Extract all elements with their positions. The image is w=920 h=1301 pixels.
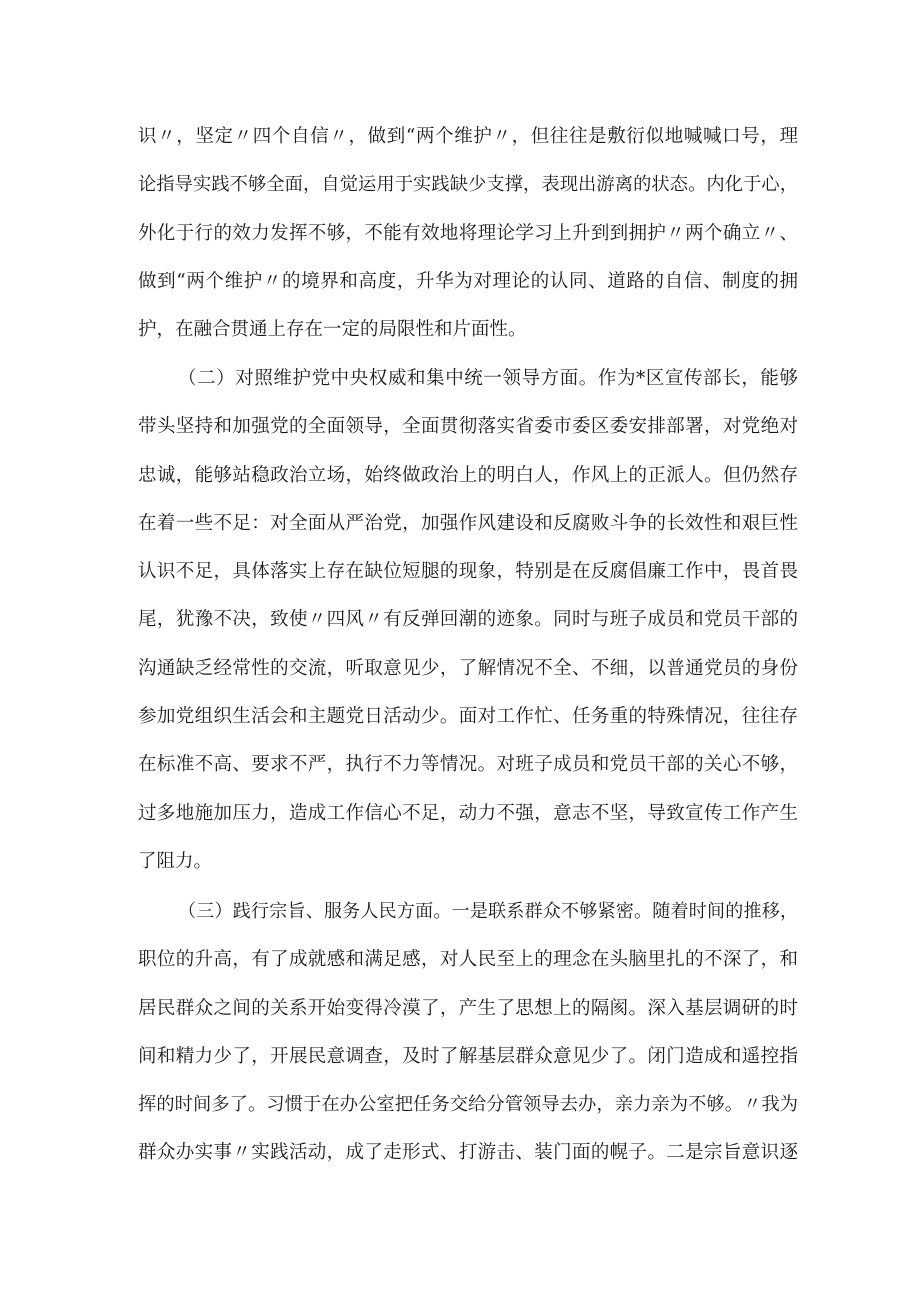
text-line: 参加党组织生活会和主题党日活动少。面对工作忙、任务重的特殊情况，往往存 <box>138 706 798 728</box>
text-line: 了阻力。 <box>138 850 213 872</box>
text-line: 外化于行的效力发挥不够，不能有效地将理论学习上升到到拥护〃两个确立〃、 <box>138 222 798 244</box>
text-line: 挥的时间多了。习惯于在办公室把任务交给分管领导去办，亲力亲为不够。〃我为 <box>138 1094 798 1116</box>
text-line: 居民群众之间的关系开始变得冷漠了，产生了思想上的隔阂。深入基层调研的时 <box>138 997 798 1019</box>
text-line: （二）对照维护党中央权威和集中统一领导方面。作为*区宣传部长，能够 <box>178 368 798 389</box>
text-line: 沟通缺乏经常性的交流，听取意见少，了解情况不全、不细，以普通党员的身份 <box>138 657 798 679</box>
text-line: 识〃，坚定〃四个自信〃，做到“两个维护〃，但往往是敷衍似地喊喊口号，理 <box>138 126 798 147</box>
text-line: 间和精力少了，开展民意调查，及时了解基层群众意见少了。闭门造成和遥控指 <box>138 1045 798 1067</box>
text-line: 在标准不高、要求不严，执行不力等情况。对班子成员和党员干部的关心不够， <box>138 754 798 776</box>
text-line: 尾，犹豫不决，致使〃四风〃有反弹回潮的迹象。同时与班子成员和党员干部的 <box>138 609 798 631</box>
text-line: 带头坚持和加强党的全面领导，全面贯彻落实省委市委区委安排部署，对党绝对 <box>138 416 798 438</box>
text-line: 群众办实事〃实践活动，成了走形式、打游击、装门面的幌子。二是宗旨意识逐 <box>138 1142 798 1164</box>
paragraph-party-leadership <box>138 355 798 886</box>
paragraph-ideology <box>138 113 798 354</box>
text-line: 论指导实践不够全面，自觉运用于实践缺少支撑，表现出游离的状态。内化于心， <box>138 174 798 196</box>
text-line: 做到“两个维护〃的境界和高度，升华为对理论的认同、道路的自信、制度的拥 <box>138 270 798 292</box>
text-line: 过多地施加压力，造成工作信心不足，动力不强，意志不坚，导致宣传工作产生 <box>138 802 798 824</box>
text-line: 在着一些不足：对全面从严治党，加强作风建设和反腐败斗争的长效性和艰巨性 <box>138 512 798 534</box>
text-line: 护，在融合贯通上存在一定的局限性和片面性。 <box>138 319 527 341</box>
paragraph-serve-people <box>138 888 798 1178</box>
text-line: 认识不足，具体落实上存在缺位短腿的现象，特别是在反腐倡廉工作中，畏首畏 <box>138 561 798 583</box>
text-line: 忠诚，能够站稳政治立场，始终做政治上的明白人，作风上的正派人。但仍然存 <box>138 464 798 486</box>
text-line: （三）践行宗旨、服务人民方面。一是联系群众不够紧密。随着时间的推移， <box>178 901 798 922</box>
text-line: 职位的升高，有了成就感和满足感，对人民至上的理念在头脑里扎的不深了，和 <box>138 949 798 971</box>
